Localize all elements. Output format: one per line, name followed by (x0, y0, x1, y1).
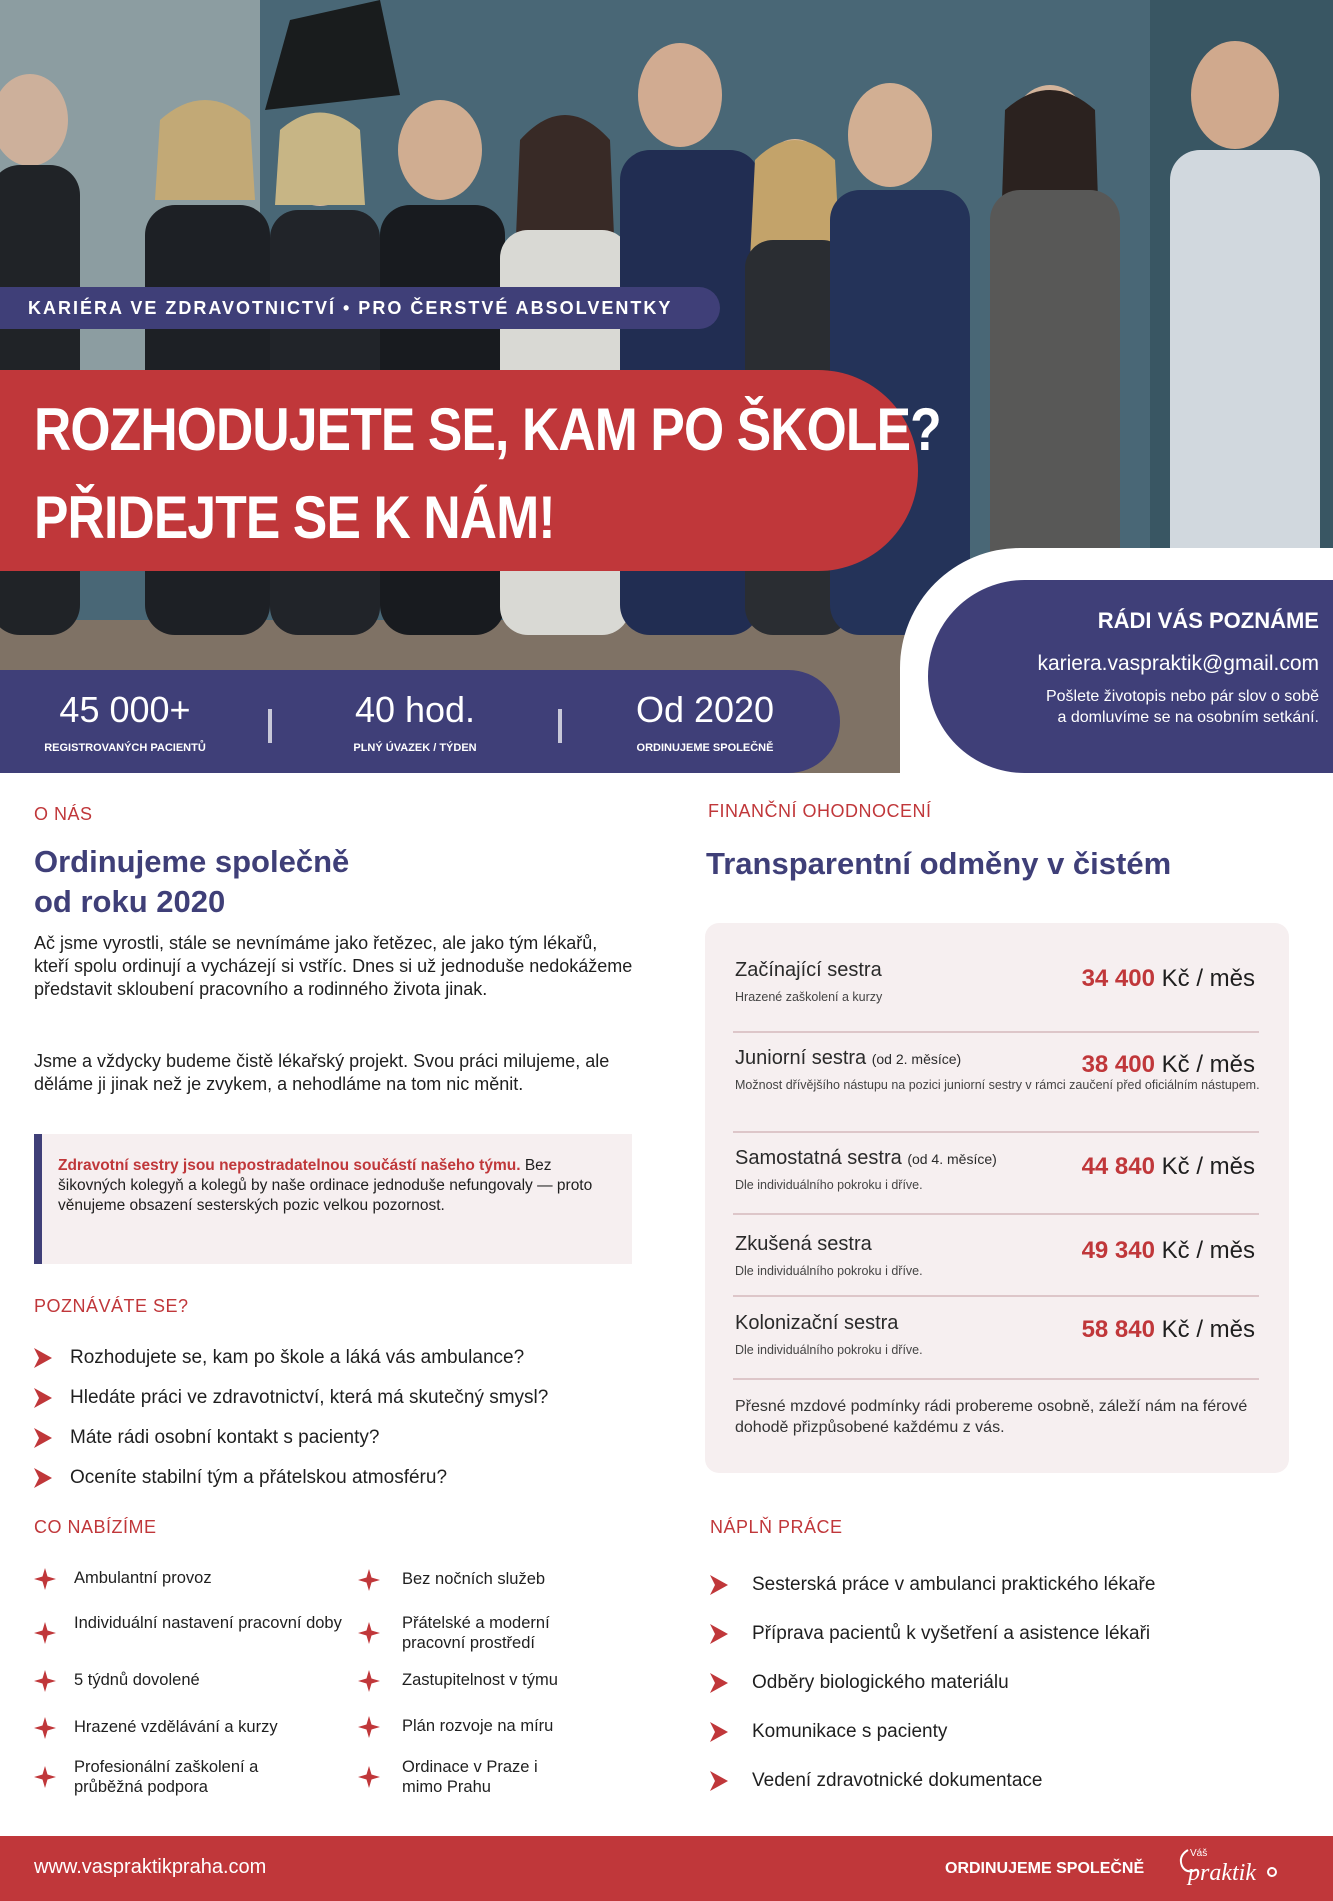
offer-item-text: Přátelské a moderní pracovní prostředí (402, 1614, 550, 1652)
offer-item (358, 1716, 658, 1738)
list-item-text: Komunikace s pacienty (752, 1720, 948, 1742)
list-item (34, 1378, 674, 1418)
salary-unit: Kč / měs (1161, 1316, 1255, 1343)
offer-item (358, 1613, 658, 1653)
career-tagline: KARIÉRA VE ZDRAVOTNICTVÍ • PRO ČERSTVÉ ABSOLVENTKY (0, 287, 720, 329)
contact-card (928, 580, 1333, 773)
stat-hours (290, 690, 540, 754)
offer-item-text: Zastupitelnost v týmu (402, 1671, 558, 1689)
pay-heading: Transparentní odměny v čistém (706, 846, 1172, 881)
salary-table (705, 923, 1289, 1473)
arrow-right-icon (710, 1771, 728, 1791)
salary-row-note: Dle individuálního pokroku i dříve. (735, 1343, 923, 1357)
stat-label: REGISTROVANÝCH PACIENTŮ (44, 741, 206, 754)
salary-amount (1082, 1051, 1255, 1079)
list-item (34, 1418, 674, 1458)
stat-since (580, 690, 830, 754)
salary-note: Přesné mzdové podmínky rádi probereme osobně, záleží nám na férové dohodě přizpůsobené každému z vás. (735, 1398, 1248, 1436)
offer-item (34, 1670, 354, 1692)
salary-amount (1082, 965, 1255, 993)
stats-bar (0, 670, 840, 773)
salary-value: 34 400 (1081, 965, 1155, 992)
duties-label: NÁPLŇ PRÁCE (710, 1517, 843, 1537)
svg-text:Váš: Váš (1190, 1848, 1208, 1859)
arrow-right-icon (710, 1673, 728, 1693)
about-heading (34, 842, 349, 922)
arrow-right-icon (34, 1468, 52, 1488)
stat-separator (558, 709, 562, 743)
svg-text:praktik: praktik (1188, 1860, 1256, 1886)
arrow-right-icon (34, 1348, 52, 1368)
row-divider (733, 1378, 1259, 1380)
offer-item (34, 1568, 354, 1590)
contact-text (928, 686, 1319, 728)
list-item (34, 1338, 674, 1378)
vas-praktik-logo (1174, 1842, 1284, 1894)
contact-title: RÁDI VÁS POZNÁME (1097, 608, 1319, 633)
about-heading-line-2: od roku 2020 (34, 884, 226, 919)
arrow-right-icon (34, 1388, 52, 1408)
sparkle-icon (34, 1717, 56, 1739)
list-item-text: Máte rádi osobní kontakt s pacienty? (70, 1427, 380, 1448)
list-item (710, 1560, 1310, 1609)
list-item (710, 1707, 1310, 1756)
offer-item-text: Bez nočních služeb (402, 1570, 546, 1588)
list-item (710, 1658, 1310, 1707)
contact-text-line-2: a domluvíme se na osobním setkání. (1057, 709, 1319, 726)
sparkle-icon (358, 1670, 380, 1692)
offer-item (34, 1613, 354, 1644)
sparkle-icon (358, 1569, 380, 1591)
headline-line-2: PŘIDEJTE SE K NÁM! (34, 484, 555, 551)
nurses-callout (34, 1134, 632, 1264)
hero-section (0, 0, 1333, 773)
salary-row (735, 1312, 1255, 1358)
salary-row-title: Zkušená sestra (735, 1233, 872, 1255)
offer-item (34, 1757, 354, 1797)
hero-headline (0, 370, 941, 571)
offer-item (358, 1670, 658, 1692)
sparkle-icon (34, 1622, 56, 1644)
about-heading-line-1: Ordinujeme společně (34, 844, 350, 879)
list-item-text: Příprava pacientů k vyšetření a asistence lékaři (752, 1622, 1151, 1644)
duties-list (710, 1560, 1310, 1805)
list-item (710, 1756, 1310, 1805)
offer-item-text: Ambulantní provoz (74, 1569, 212, 1587)
list-item-text: Odběry biologického materiálu (752, 1671, 1009, 1693)
salary-unit: Kč / měs (1161, 1153, 1255, 1180)
salary-row-period: (od 4. měsíce) (907, 1151, 997, 1167)
salary-row-title: Samostatná sestra (735, 1147, 902, 1169)
salary-value: 38 400 (1081, 1051, 1155, 1078)
offer-item (358, 1757, 658, 1797)
footer (0, 1836, 1333, 1901)
salary-row-note: Dle individuálního pokroku i dříve. (735, 1178, 923, 1192)
salary-unit: Kč / měs (1161, 1051, 1255, 1078)
pay-label: FINANČNÍ OHODNOCENÍ (708, 801, 932, 821)
sparkle-icon (34, 1568, 56, 1590)
offer-item-text: Ordinace v Praze i mimo Prahu (402, 1758, 538, 1796)
row-divider (733, 1295, 1259, 1297)
salary-row-note: Dle individuálního pokroku i dříve. (735, 1264, 923, 1278)
salary-row-note: Možnost dřívějšího nástupu na pozici juniorní sestry v rámci zaučení před oficiálním nástupem. (735, 1078, 1260, 1092)
list-item-text: Sesterská práce v ambulanci praktického lékaře (752, 1573, 1156, 1595)
contact-email-link[interactable]: kariera.vaspraktik@gmail.com (1037, 652, 1319, 675)
salary-unit: Kč / měs (1161, 1237, 1255, 1264)
offer-item-text: 5 týdnů dovolené (74, 1671, 200, 1689)
recognize-label: POZNÁVÁTE SE? (34, 1296, 189, 1316)
row-divider (733, 1213, 1259, 1215)
about-paragraph-2: Jsme a vždycky budeme čistě lékařský projekt. Svou práci milujeme, ale děláme ji jinak než je zvykem, a nehodláme na tom nic měnit. (34, 1051, 610, 1094)
offer-item (358, 1569, 658, 1591)
sparkle-icon (358, 1622, 380, 1644)
row-divider (733, 1131, 1259, 1133)
offer-label: CO NABÍZÍME (34, 1517, 157, 1537)
sparkle-icon (34, 1670, 56, 1692)
stat-value: 45 000+ (59, 688, 191, 730)
salary-row-title: Kolonizační sestra (735, 1312, 899, 1334)
salary-value: 58 840 (1081, 1316, 1155, 1343)
offer-item-text: Individuální nastavení pracovní doby (74, 1614, 342, 1632)
stat-separator (268, 709, 272, 743)
list-item (710, 1609, 1310, 1658)
salary-row-title: Začínající sestra (735, 959, 882, 981)
salary-row (735, 959, 1255, 1005)
list-item-text: Vedení zdravotnické dokumentace (752, 1769, 1043, 1791)
arrow-right-icon (34, 1428, 52, 1448)
salary-unit: Kč / měs (1161, 965, 1255, 992)
about-paragraph-1: Ač jsme vyrostli, stále se nevnímáme jako řetězec, ale jako tým lékařů, kteří spolu ordinují a vycházejí si vstříc. Dnes si už jednoduše nedokážeme představit skloubení pracovního a rodinného života jinak. (34, 933, 633, 999)
arrow-right-icon (710, 1624, 728, 1644)
salary-amount (1082, 1237, 1255, 1265)
about-label: O NÁS (34, 804, 93, 824)
stat-value: 40 hod. (354, 688, 476, 730)
salary-row (735, 1233, 1255, 1279)
footer-motto: ORDINUJEME SPOLEČNĚ (945, 1860, 1145, 1877)
stat-value: Od 2020 (635, 688, 775, 730)
list-item (34, 1458, 674, 1498)
contact-text-line-1: Pošlete životopis nebo pár slov o sobě (1045, 688, 1319, 705)
salary-row (735, 1147, 1255, 1193)
salary-value: 49 340 (1081, 1237, 1155, 1264)
offer-item-text: Plán rozvoje na míru (402, 1717, 554, 1735)
list-item-text: Hledáte práci ve zdravotnictví, která má skutečný smysl? (70, 1387, 549, 1408)
row-divider (733, 1031, 1259, 1033)
list-item-text: Oceníte stabilní tým a přátelskou atmosféru? (70, 1467, 448, 1488)
stat-label: ORDINUJEME SPOLEČNĚ (636, 741, 774, 754)
arrow-right-icon (710, 1722, 728, 1742)
sparkle-icon (358, 1766, 380, 1788)
callout-text: Bez šikovných kolegyň a kolegů by naše ordinace jednoduše nefungovaly — proto věnujeme obsazení sesterských pozic velkou pozornost. (58, 1157, 593, 1214)
salary-amount (1082, 1316, 1255, 1344)
salary-row-title: Juniorní sestra (735, 1047, 867, 1069)
offer-item-text: Profesionální zaškolení a průběžná podpora (74, 1758, 259, 1796)
offer-item-text: Hrazené vzdělávání a kurzy (74, 1718, 278, 1736)
salary-row-period: (od 2. měsíce) (871, 1051, 962, 1067)
offer-item (34, 1717, 354, 1739)
sparkle-icon (34, 1766, 56, 1788)
salary-amount (1082, 1153, 1255, 1181)
salary-value: 44 840 (1081, 1153, 1155, 1180)
recognize-list (34, 1338, 674, 1498)
salary-row (735, 1047, 1260, 1093)
list-item-text: Rozhodujete se, kam po škole a láká vás ambulance? (70, 1347, 525, 1368)
callout-highlight: Zdravotní sestry jsou nepostradatelnou součástí našeho týmu. (58, 1157, 521, 1174)
sparkle-icon (358, 1716, 380, 1738)
stat-label: PLNÝ ÚVAZEK / TÝDEN (353, 741, 477, 754)
headline-line-1: ROZHODUJETE SE, KAM PO ŠKOLE? (34, 396, 941, 463)
arrow-right-icon (710, 1575, 728, 1595)
stat-patients (0, 690, 250, 754)
website-link[interactable]: www.vaspraktikpraha.com (34, 1856, 267, 1878)
salary-row-note: Hrazené zaškolení a kurzy (735, 990, 883, 1004)
